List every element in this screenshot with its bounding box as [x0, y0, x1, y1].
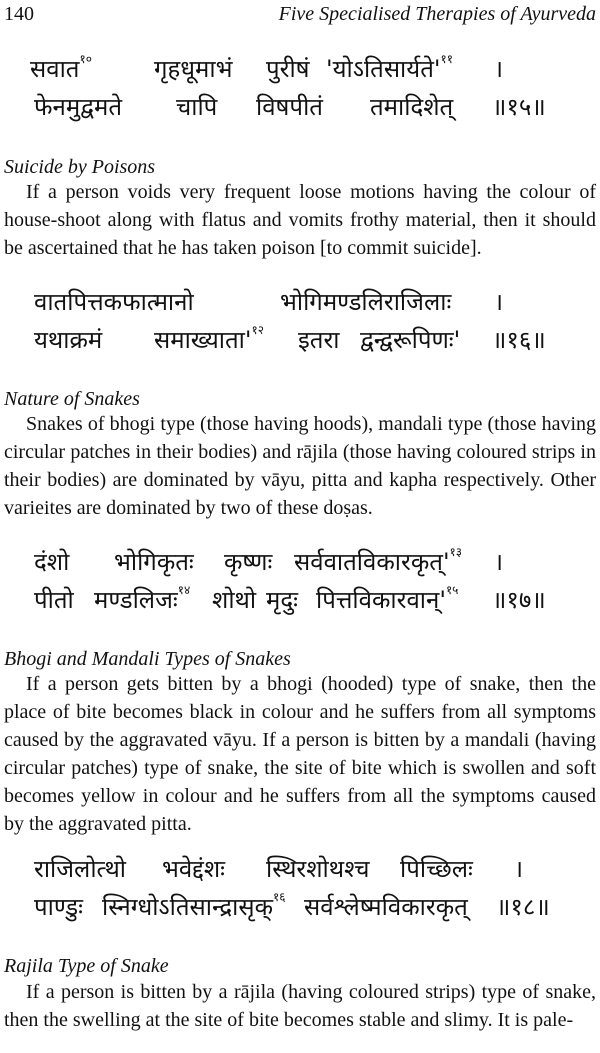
verse-word: '$योऽतिसार्यते'^{११}$: [326, 52, 453, 83]
verse-word: इतरा: [298, 326, 340, 354]
verse-word: मण्डलिजः$^{१४}$: [94, 583, 191, 614]
verse-line: [4, 583, 594, 621]
verse-word: पिच्छिलः: [400, 855, 473, 883]
verse-word: स्निग्धोऽतिसान्द्रासृक्$^{१६}$: [102, 890, 286, 921]
footnote-marker: १२: [251, 323, 264, 337]
footnote-marker: १०: [79, 52, 92, 66]
verse-word: भोगिकृतः: [114, 548, 194, 576]
verse-end-mark: ।: [514, 855, 524, 883]
verse-word: शोथो: [212, 586, 257, 614]
verse-line: [4, 285, 594, 323]
verse-end-mark: ।: [494, 288, 504, 316]
verse-word: गृहधूमाभं: [154, 55, 233, 83]
verse-end-mark: ।: [494, 548, 504, 576]
section-paragraph: If a person gets bitten by a bhogi (hooded) type of snake, then the place of bite becomes black in colour and he suffers from all symptoms caused by the aggravated vāyu. If a person is bitten by a mandali (having circular patches) type of snake, the site of bite which is swollen and soft becomes yellow in colour and he suffers from all the symptoms caused by the aggravated pitta.: [4, 673, 596, 835]
verse-word: भोगिमण्डलिराजिलाः: [280, 288, 452, 316]
section-heading: Suicide by Poisons: [4, 156, 156, 178]
verse-word: कृष्णः: [224, 548, 273, 576]
verse-15: [4, 52, 594, 128]
verse-line: [4, 545, 594, 583]
page-header: [4, 3, 596, 27]
verse-word: मृदुः: [266, 586, 298, 614]
verse-word: भवेद्दंशः: [162, 855, 225, 883]
verse-number: ॥१५॥: [492, 93, 546, 121]
verse-line: [4, 890, 594, 928]
verse-word: राजिलोत्थो: [34, 855, 126, 883]
verse-word: $पित्तविकारवान्'^{१५}$: [316, 583, 459, 614]
verse-word: यथाक्रमं: [34, 326, 103, 354]
verse-word: पुरीषं: [266, 55, 310, 83]
section-heading: Bhogi and Mandali Types of Snakes: [4, 648, 291, 670]
verse-line: [4, 52, 594, 90]
verse-number: ॥१६॥: [492, 326, 546, 354]
footnote-marker: १३: [449, 545, 463, 559]
page-number: 140: [4, 3, 34, 25]
verse-word: सर्वश्लेष्मविकारकृत्: [304, 893, 468, 921]
verse-word: पीतो: [34, 586, 74, 614]
verse-18: [4, 852, 594, 928]
verse-word: सवात$^{१०}$: [30, 52, 92, 83]
verse-word: चापि: [176, 93, 218, 121]
section-paragraph: If a person voids very frequent loose motions having the colour of house-shoot along with flatus and vomits frothy material, then it should be ascertained that he has taken poison [to commit suicide].: [4, 181, 596, 259]
verse-16: [4, 285, 594, 361]
running-title: Five Specialised Therapies of Ayurveda: [278, 3, 596, 25]
verse-word: फेनमुद्वमते: [34, 93, 123, 121]
verse-word: तमादिशेत्: [370, 93, 454, 121]
verse-number: ॥१८॥: [496, 893, 550, 921]
verse-number: ॥१७॥: [492, 586, 546, 614]
footnote-marker: १५: [445, 583, 459, 597]
footnote-marker: ११: [440, 52, 453, 66]
verse-word: दंशो: [34, 548, 70, 576]
verse-17: [4, 545, 594, 621]
verse-end-mark: ।: [494, 55, 504, 83]
footnote-marker: १४: [177, 583, 191, 597]
verse-line: [4, 323, 594, 361]
verse-line: [4, 90, 594, 128]
verse-word: स्थिरशोथश्च: [266, 855, 370, 883]
footnote-marker: १६: [273, 890, 286, 904]
verse-word: पाण्डुः: [34, 893, 83, 921]
section-heading: Nature of Snakes: [4, 388, 140, 410]
verse-word: विषपीतं: [256, 93, 323, 121]
section-heading: Rajila Type of Snake: [4, 955, 169, 977]
section-paragraph: Snakes of bhogi type (those having hoods), mandali type (those having circular patches in their bodies) and rājila (those having coloured strips in their bodies) are dominated by vāyu, pitta and kapha respectively. Other varieites are dominated by two of these doṣas.: [4, 413, 596, 519]
verse-word: $समाख्याता'^{१२}$: [154, 323, 264, 354]
verse-word: $सर्ववातविकारकृत्'^{१३}$: [294, 545, 463, 576]
verse-line: [4, 852, 594, 890]
verse-word: द्वन्द्वरूपिणः': [360, 326, 461, 354]
section-paragraph: If a person is bitten by a rājila (having coloured strips) type of snake, then the swelling at the site of bite becomes stable and slimy. It is pale-: [4, 981, 596, 1031]
verse-word: वातपित्तकफात्मानो: [34, 288, 194, 316]
